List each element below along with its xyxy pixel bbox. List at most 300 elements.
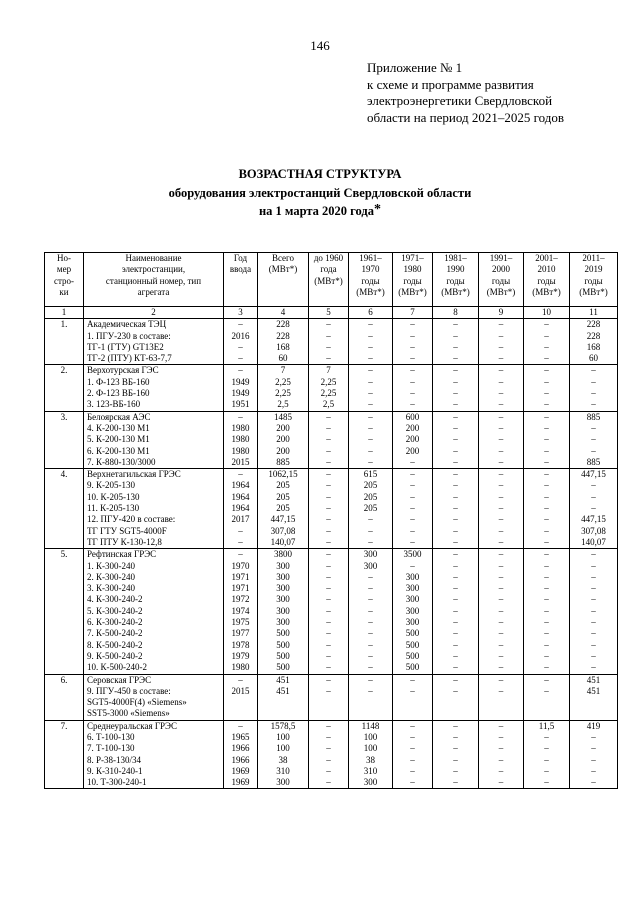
cell-line: – (544, 330, 549, 341)
station-row (45, 411, 618, 468)
cell-line: – (544, 422, 549, 433)
cell-line: Серовская ГРЭС (87, 674, 152, 685)
cell-line: 1970 (231, 560, 250, 571)
value-cell (570, 411, 618, 468)
cell-line: – (368, 617, 373, 628)
cell-line: – (410, 743, 415, 754)
cell-line: 200 (405, 434, 420, 445)
cell-line: – (453, 353, 458, 364)
row-number: 6. (45, 674, 84, 720)
cell-line: 205 (363, 491, 378, 502)
cell-line: 1977 (231, 628, 250, 639)
cell-line: – (410, 319, 415, 330)
cell-line: 205 (276, 480, 290, 491)
cell-line: – (498, 456, 504, 467)
cell-line: 500 (405, 639, 420, 650)
cell-line: – (368, 650, 373, 661)
age-structure-table (44, 252, 618, 789)
cell-line: – (453, 617, 458, 628)
column-number: 3 (224, 307, 258, 319)
value-cell (309, 674, 349, 720)
cell-line: – (326, 536, 331, 547)
cell-line: Академическая ТЭЦ (87, 319, 167, 330)
column-number-row (45, 307, 618, 319)
cell-line: – (326, 754, 331, 765)
cell-line: 140,07 (270, 536, 296, 547)
column-header (524, 253, 570, 307)
value-cell (479, 365, 524, 411)
cell-line (310, 697, 347, 708)
cell-line: Верхнетагильская ГРЭС (87, 469, 181, 480)
cell-line: – (498, 422, 504, 433)
cell-line: – (544, 731, 549, 742)
cell-line: 300 (363, 560, 378, 571)
cell-line: электростанции, (121, 264, 186, 275)
value-cell (258, 365, 309, 411)
cell-line: 2000 (492, 264, 510, 275)
cell-line (225, 708, 256, 719)
cell-line: – (498, 743, 504, 754)
row-number: 5. (45, 549, 84, 674)
cell-line: – (591, 628, 596, 639)
cell-line: 6. Т-100-130 (87, 731, 135, 742)
cell-line: – (453, 777, 458, 788)
cell-line: – (453, 536, 458, 547)
cell-line: – (591, 434, 596, 445)
cell-line: – (238, 720, 243, 731)
cell-line: – (326, 445, 331, 456)
cell-line: – (591, 365, 596, 376)
cell-line: – (498, 536, 504, 547)
cell-line: – (410, 525, 415, 536)
cell-line: 2. Ф-123 ВБ-160 (87, 388, 150, 399)
cell-line: года (320, 264, 337, 275)
cell-line: – (326, 341, 331, 352)
cell-line: – (326, 434, 331, 445)
cell-line: – (453, 456, 458, 467)
cell-line: – (453, 628, 458, 639)
cell-line: 300 (276, 571, 290, 582)
cell-line: – (368, 353, 373, 364)
value-cell (309, 469, 349, 549)
cell-line: 2,5 (277, 399, 289, 410)
cell-line: 2,25 (320, 388, 337, 399)
cell-line: – (498, 480, 504, 491)
cell-line: – (544, 536, 549, 547)
cell-line: 451 (276, 674, 290, 685)
cell-line: – (326, 560, 331, 571)
cell-line: 1969 (231, 765, 250, 776)
cell-line: 1148 (361, 720, 380, 731)
cell-line: 300 (405, 583, 420, 594)
cell-line: 60 (278, 353, 288, 364)
cell-line: – (453, 503, 458, 514)
cell-line: SST5-3000 «Siemens» (87, 708, 170, 719)
cell-line: – (453, 594, 458, 605)
cell-line: – (410, 503, 415, 514)
appendix-line: электроэнергетики Свердловской (367, 93, 553, 108)
value-cell (524, 720, 570, 789)
cell-line: – (410, 353, 415, 364)
value-cell (479, 549, 524, 674)
cell-line: 11. К-205-130 (87, 503, 140, 514)
cell-line: 885 (586, 456, 601, 467)
cell-line: – (410, 765, 415, 776)
cell-line: – (591, 583, 596, 594)
cell-line: – (410, 560, 415, 571)
cell-line: годы (584, 275, 603, 286)
column-header (309, 253, 349, 307)
cell-line: – (544, 594, 549, 605)
cell-line: – (368, 628, 373, 639)
cell-line: – (591, 754, 596, 765)
row-number: 2. (45, 365, 84, 411)
cell-line: 300 (276, 617, 290, 628)
column-number: 2 (84, 307, 224, 319)
value-cell (570, 674, 618, 720)
cell-line: – (591, 605, 596, 616)
cell-line: 1981– (444, 253, 467, 263)
cell-line: – (368, 594, 373, 605)
cell-line: 1949 (231, 376, 250, 387)
cell-line: – (326, 662, 331, 673)
cell-line: – (544, 560, 549, 571)
cell-line: – (498, 720, 504, 731)
value-cell (524, 549, 570, 674)
cell-line (525, 697, 568, 708)
cell-line: годы (361, 275, 380, 286)
cell-line: 1. К-300-240 (87, 560, 135, 571)
cell-line: – (498, 662, 504, 673)
cell-line (571, 697, 616, 708)
cell-line: 2,5 (322, 399, 335, 410)
cell-line: 9. К-205-130 (87, 480, 135, 491)
station-row (45, 319, 618, 365)
cell-line: – (368, 456, 373, 467)
cell-line: – (498, 549, 504, 560)
cell-line (434, 697, 477, 708)
table-header-row (45, 253, 618, 307)
footnote-mark: * (374, 202, 382, 217)
station-row (45, 549, 618, 674)
cell-line: – (326, 650, 331, 661)
value-cell (309, 720, 349, 789)
cell-line: – (326, 456, 331, 467)
column-header (84, 253, 224, 307)
cell-line: – (410, 754, 415, 765)
cell-line: 200 (276, 434, 290, 445)
value-cell (433, 469, 479, 549)
cell-line: – (591, 571, 596, 582)
station-name (84, 319, 224, 365)
cell-line: – (498, 434, 504, 445)
value-cell (570, 720, 618, 789)
cell-line: – (544, 617, 549, 628)
cell-line: – (544, 319, 549, 330)
cell-line: – (498, 628, 504, 639)
cell-line: – (544, 365, 549, 376)
cell-line: 447,15 (581, 514, 606, 525)
station-name (84, 549, 224, 674)
cell-line: – (544, 525, 549, 536)
cell-line: 1964 (231, 480, 250, 491)
cell-line: 300 (276, 594, 290, 605)
cell-line: 300 (276, 583, 290, 594)
cell-line: 205 (276, 503, 290, 514)
cell-line: – (410, 720, 415, 731)
cell-line: 1966 (231, 743, 250, 754)
cell-line: – (498, 503, 504, 514)
value-cell (258, 549, 309, 674)
value-cell (570, 469, 618, 549)
column-number: 1 (45, 307, 84, 319)
cell-line: 38 (278, 754, 288, 765)
value-cell (393, 319, 433, 365)
cell-line: 1970 (361, 264, 380, 275)
cell-line: – (326, 491, 331, 502)
cell-line: – (238, 525, 243, 536)
value-cell (524, 674, 570, 720)
cell-line: – (368, 674, 373, 685)
appendix-line: области на период 2021–2025 годов (367, 109, 564, 125)
cell-line: 1980 (231, 422, 250, 433)
cell-line: – (544, 341, 549, 352)
cell-line (394, 697, 431, 708)
cell-line: стро- (53, 275, 75, 286)
cell-line: – (591, 503, 596, 514)
cell-line: – (326, 571, 331, 582)
cell-line: 1979 (231, 650, 250, 661)
cell-line: – (453, 514, 458, 525)
cell-line: 8. Р-38-130/34 (87, 754, 141, 765)
column-number: 7 (393, 307, 433, 319)
cell-line: (МВт*) (532, 286, 561, 297)
cell-line: 1578,5 (270, 720, 296, 731)
value-cell (224, 365, 258, 411)
cell-line: – (544, 674, 549, 685)
cell-line: 100 (363, 743, 378, 754)
cell-line: 3800 (274, 549, 292, 560)
station-name (84, 720, 224, 789)
cell-line: ки (59, 286, 69, 297)
cell-line: 300 (363, 549, 378, 560)
cell-line: 500 (405, 628, 420, 639)
cell-line: 7 (280, 365, 286, 376)
station-name (84, 674, 224, 720)
cell-line: – (498, 617, 504, 628)
cell-line: – (326, 674, 331, 685)
cell-line: – (453, 674, 458, 685)
cell-line: – (326, 765, 331, 776)
cell-line: – (498, 765, 504, 776)
value-cell (433, 411, 479, 468)
column-header (570, 253, 618, 307)
cell-line: – (453, 399, 458, 410)
value-cell (393, 365, 433, 411)
cell-line: – (326, 594, 331, 605)
cell-line (394, 708, 431, 719)
cell-line: – (368, 411, 373, 422)
cell-line: – (453, 480, 458, 491)
value-cell (393, 411, 433, 468)
cell-line (225, 697, 256, 708)
cell-line: 307,08 (581, 525, 606, 536)
value-cell (349, 319, 393, 365)
value-cell (479, 720, 524, 789)
cell-line: – (544, 754, 549, 765)
cell-line: 200 (276, 422, 290, 433)
cell-line: – (368, 583, 373, 594)
cell-line: – (544, 639, 549, 650)
cell-line: – (544, 376, 549, 387)
document-title (0, 165, 640, 222)
cell-line: 447,15 (270, 514, 296, 525)
cell-line: – (326, 411, 331, 422)
cell-line: – (591, 376, 596, 387)
cell-line: 7. К-500-240-2 (87, 628, 143, 639)
cell-line: – (410, 365, 415, 376)
cell-line: 2,25 (275, 388, 291, 399)
value-cell (309, 411, 349, 468)
cell-line: 300 (276, 777, 290, 788)
cell-line: 1980 (231, 445, 250, 456)
cell-line: – (410, 685, 415, 696)
cell-line: – (326, 639, 331, 650)
cell-line: годы (446, 275, 465, 286)
cell-line: – (453, 365, 458, 376)
cell-line: – (544, 353, 549, 364)
cell-line: – (453, 743, 458, 754)
cell-line: 1485 (274, 411, 292, 422)
value-cell (349, 674, 393, 720)
cell-line: – (453, 650, 458, 661)
cell-line: – (591, 777, 596, 788)
cell-line: 3. К-300-240 (87, 583, 135, 594)
cell-line: – (368, 434, 373, 445)
cell-line: 205 (363, 503, 378, 514)
value-cell (224, 319, 258, 365)
value-cell (349, 549, 393, 674)
cell-line: 4. К-200-130 М1 (87, 422, 150, 433)
cell-line: – (326, 514, 331, 525)
cell-line: 6. К-200-130 М1 (87, 445, 150, 456)
cell-line: – (368, 571, 373, 582)
cell-line: – (326, 617, 331, 628)
cell-line: – (410, 536, 415, 547)
cell-line: 500 (276, 628, 290, 639)
cell-line: – (591, 617, 596, 628)
column-header (258, 253, 309, 307)
cell-line: – (410, 330, 415, 341)
cell-line: – (368, 341, 373, 352)
value-cell (524, 319, 570, 365)
cell-line: – (498, 365, 504, 376)
cell-line: 2019 (584, 264, 603, 275)
cell-line: – (591, 445, 596, 456)
cell-line: – (544, 583, 549, 594)
cell-line: – (368, 605, 373, 616)
cell-line: ТГ ГТУ SGT5-4000F (87, 525, 167, 536)
cell-line: 7 (326, 365, 331, 376)
cell-line (434, 708, 477, 719)
cell-line: – (453, 376, 458, 387)
cell-line: – (453, 549, 458, 560)
appendix-line: к схеме и программе развития (367, 76, 534, 92)
cell-line: – (453, 388, 458, 399)
value-cell (393, 674, 433, 720)
cell-line: – (368, 388, 373, 399)
cell-line: 1961– (359, 253, 382, 263)
cell-line: 2010 (537, 264, 556, 275)
cell-line: Верхотурская ГЭС (87, 365, 159, 376)
cell-line: – (498, 445, 504, 456)
cell-line: 205 (363, 480, 378, 491)
cell-line: (МВт*) (398, 286, 427, 297)
cell-line: – (498, 353, 504, 364)
value-cell (433, 549, 479, 674)
cell-line: Год (233, 253, 248, 263)
cell-line: – (544, 685, 549, 696)
cell-line: 100 (276, 743, 290, 754)
column-number: 4 (258, 307, 309, 319)
cell-line: 1. Ф-123 ВБ-160 (87, 376, 150, 387)
cell-line: – (368, 376, 373, 387)
cell-line: – (238, 365, 243, 376)
column-number: 8 (433, 307, 479, 319)
cell-line: – (453, 445, 458, 456)
cell-line: – (238, 674, 243, 685)
cell-line: – (368, 330, 373, 341)
cell-line: 300 (276, 605, 290, 616)
cell-line: 2. К-300-240 (87, 571, 135, 582)
cell-line (310, 708, 347, 719)
cell-line: – (410, 777, 415, 788)
cell-line: – (326, 731, 331, 742)
value-cell (349, 365, 393, 411)
cell-line: – (544, 777, 549, 788)
value-cell (393, 469, 433, 549)
cell-line: – (368, 365, 373, 376)
cell-line: 200 (276, 445, 290, 456)
cell-line: 2011– (582, 253, 605, 263)
cell-line: – (498, 583, 504, 594)
cell-line: 3500 (403, 549, 422, 560)
value-cell (309, 549, 349, 674)
cell-line: 1972 (231, 594, 250, 605)
cell-line: – (410, 388, 415, 399)
cell-line (350, 708, 391, 719)
cell-line: – (326, 605, 331, 616)
cell-line: – (368, 399, 373, 410)
cell-line: – (498, 731, 504, 742)
cell-line: Среднеуральская ГРЭС (87, 720, 177, 731)
cell-line: – (498, 469, 504, 480)
title-line-2: оборудования электростанций Свердловской области (168, 185, 472, 200)
cell-line: – (326, 549, 331, 560)
cell-line: – (326, 480, 331, 491)
cell-line: – (453, 583, 458, 594)
cell-line: – (591, 422, 596, 433)
cell-line (259, 708, 307, 719)
cell-line: мер (56, 264, 72, 275)
cell-line: 500 (405, 650, 420, 661)
cell-line: 300 (405, 617, 420, 628)
station-row (45, 720, 618, 789)
cell-line: 2015 (231, 456, 250, 467)
cell-line: – (544, 469, 549, 480)
value-cell (224, 411, 258, 468)
cell-line: (МВт*) (268, 264, 298, 275)
